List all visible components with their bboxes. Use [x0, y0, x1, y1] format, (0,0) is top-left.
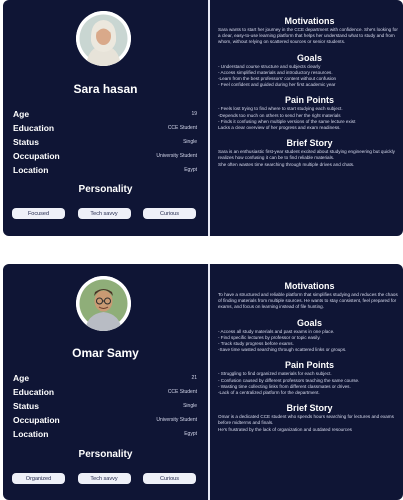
goal-item: - Feel confident and guided during her first academic year [218, 82, 336, 88]
persona-attributes [13, 107, 197, 177]
attr-value: 21 [191, 375, 197, 381]
brief-story-text [218, 149, 401, 168]
motivations-text [218, 292, 401, 311]
attr-label: Status [13, 137, 39, 147]
brief-story-heading: Brief Story [286, 138, 333, 149]
personality-tags [12, 473, 196, 484]
avatar [76, 11, 131, 66]
attr-row-education [13, 121, 197, 135]
attr-row-location [13, 427, 197, 441]
tag-tech-savvy[interactable]: Tech savvy [78, 473, 131, 484]
pain-points-heading: Pain Points [284, 95, 334, 106]
goals-heading: Goals [296, 317, 322, 328]
pain-point-item: -Lack of a centralized platform for the department. [218, 390, 320, 396]
pain-points-list [218, 371, 401, 396]
attr-row-occupation [13, 413, 197, 427]
pain-point-item: -Depends too much on others to send her the right materials [218, 112, 341, 118]
attr-value: University Student [156, 153, 197, 159]
attr-value: Single [183, 139, 197, 145]
goals-list [218, 64, 401, 89]
personality-heading: Personality [78, 184, 133, 195]
goal-item: - Access all study materials and past exams in one place. [218, 328, 335, 334]
attr-row-age [13, 371, 197, 385]
persona-attributes [13, 371, 197, 441]
goal-item: -Learn from the best professors' content without confusion [218, 76, 337, 82]
attr-row-occupation [13, 149, 197, 163]
attr-row-status [13, 399, 197, 413]
attr-value: Egypt [184, 431, 197, 437]
brief-story-heading: Brief Story [286, 403, 333, 414]
attr-label: Education [13, 387, 55, 397]
attr-label: Occupation [13, 151, 60, 161]
attr-value: CCE Student [167, 389, 197, 395]
pain-point-item: - Struggling to find organized materials for each subject. [218, 371, 332, 377]
goal-item: - Track study progress before exams. [218, 341, 294, 347]
motivations-paragraph: To have a structured and reliable platform that simplifies studying and reduces the chaos of finding materials from multiple sources. He wants to stay consistent, feel prepared for exams, and focus on learning instead of file hunting. [218, 292, 398, 310]
attr-value: 19 [191, 111, 197, 117]
attr-value: Single [183, 403, 197, 409]
pain-point-item: - Confusion caused by different professors teaching the same course. [218, 377, 360, 383]
persona-details [218, 281, 401, 433]
pain-point-item: - Wasting time collecting links from different classmates or drives. [218, 383, 351, 389]
attr-label: Location [13, 165, 49, 175]
attr-row-status [13, 135, 197, 149]
man-glasses-avatar-icon [76, 276, 131, 331]
story-paragraph: He's frustrated by the lack of organization and outdated resources [218, 426, 352, 432]
pain-points-heading: Pain Points [284, 360, 334, 371]
tag-focused[interactable]: Focused [12, 208, 65, 219]
goals-heading: Goals [296, 52, 322, 63]
attr-row-education [13, 385, 197, 399]
attr-value: University Student [156, 417, 197, 423]
motivations-heading: Motivations [284, 16, 335, 26]
persona-details [218, 16, 401, 168]
brief-story-text [218, 414, 401, 433]
woman-hijab-avatar-icon [76, 11, 131, 66]
attr-value: CCE Student [167, 125, 197, 131]
attr-label: Education [13, 123, 55, 133]
goal-item: - Find specific lectures by professor or topic easily. [218, 334, 321, 340]
persona-name: Omar Samy [72, 346, 139, 360]
persona-card-omar [3, 264, 403, 500]
pain-point-item: - Feels lost trying to find where to start studying each subject. [218, 106, 343, 112]
motivations-text [218, 27, 401, 46]
tag-tech-savvy[interactable]: Tech savvy [78, 208, 131, 219]
personality-tags [12, 208, 196, 219]
attr-label: Occupation [13, 415, 60, 425]
tag-curious[interactable]: Curious [143, 208, 196, 219]
persona-card-sara [3, 0, 403, 236]
divider [208, 264, 210, 500]
persona-name: Sara hasan [73, 82, 138, 96]
avatar [76, 276, 131, 331]
story-paragraph: Omar is a dedicated CCE student who spends hours searching for lectures and exams before midterms and finals. [218, 414, 394, 426]
attr-row-age [13, 107, 197, 121]
motivations-heading: Motivations [284, 281, 335, 291]
attr-label: Age [13, 109, 30, 119]
attr-row-location [13, 163, 197, 177]
goal-item: -Save time wasted searching through scattered links or groups. [218, 347, 347, 353]
goal-item: - Understand course structure and subjects clearly [218, 63, 321, 69]
tag-curious[interactable]: Curious [143, 473, 196, 484]
pain-points-list [218, 106, 401, 131]
attr-label: Age [13, 373, 30, 383]
story-paragraph: She often wastes time searching through multiple drives and chats. [218, 161, 355, 167]
tag-organized[interactable]: Organized [12, 473, 65, 484]
attr-label: Status [13, 401, 39, 411]
motivations-paragraph: Sara wants to start her journey in the CCE department with confidence. She's looking for a clear, easy-to-use learning platform that helps her understand what to study and from whom, without relying on scattered sources or senior students. [218, 27, 398, 45]
attr-value: Egypt [184, 167, 197, 173]
divider [208, 0, 210, 236]
story-paragraph: Sara is an enthusiastic first-year student excited about studying engineering but quickly realizes how confusing it can be to find reliable materials. [218, 149, 395, 161]
goals-list [218, 329, 401, 354]
personality-heading: Personality [78, 449, 133, 460]
pain-point-item: - Finds it confusing when multiple versions of the same lecture exist [218, 118, 356, 124]
goal-item: - Access simplified materials and introductory resources. [218, 69, 333, 75]
attr-label: Location [13, 429, 49, 439]
pain-point-item: Lacks a clear overview of her progress and exam readiness. [218, 125, 341, 131]
